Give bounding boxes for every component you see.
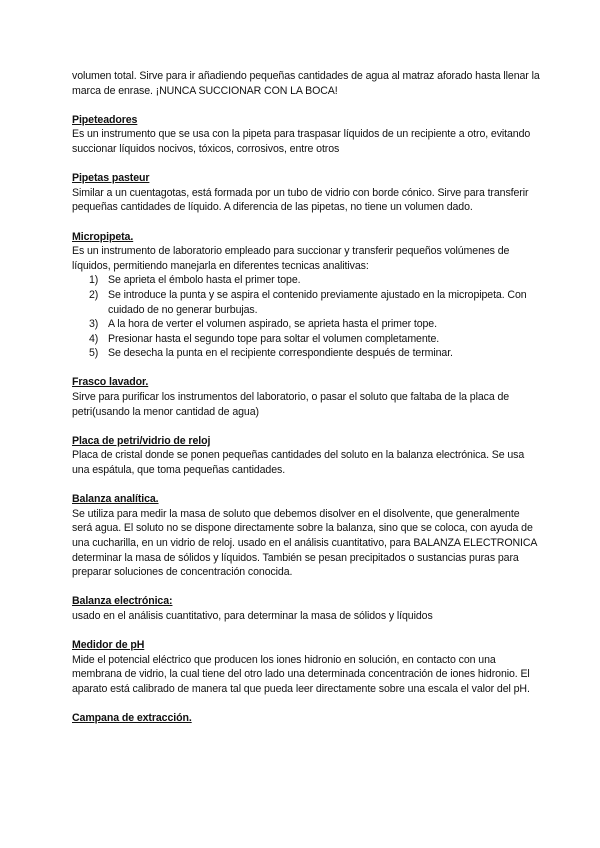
list-item-number: 5) [89,347,99,360]
section-heading: Campana de extracción. [72,712,192,725]
section-heading: Frasco lavador. [72,376,149,389]
list-item-number: 1) [89,274,99,287]
section-body: Placa de cristal donde se ponen pequeñas cantidades del soluto en la balanza electrónica. Se usa una espátula, que toma pequeñas cantidades. [72,449,525,477]
list-item [72,317,540,332]
list-item-text: Se introduce la punta y se aspira el contenido previamente ajustado en la micropipeta. Con cuidado de no generar burbujas. [108,288,527,316]
list-item-number: 3) [89,318,99,331]
section-body: Se utiliza para medir la masa de soluto que debemos disolver en el disolvente, que generalmente será agua. El soluto no se dispone directamente sobre la balanza, sino que se coloca, con ayuda de una cucharilla, en un vidrio de reloj. usado en el análisis cuantitativo, para BALANZA ELECTRONICA determinar la masa de sólidos y líquidos. También se pesan precipitados o sustancias puras para preparar soluciones de concentración conocida. [72,507,537,579]
list-item [72,273,540,288]
section-heading: Medidor de pH [72,639,145,652]
intro-paragraph: volumen total. Sirve para ir añadiendo pequeñas cantidades de agua al matraz aforado hasta llenar la marca de enrase. ¡NUNCA SUCCIONAR CON LA BOCA! [72,70,540,97]
section-pipeteadores [72,113,540,157]
list-item [72,346,540,361]
section-body: Es un instrumento de laboratorio empleado para succionar y transferir pequeños volúmenes de líquidos, permitiendo manejarla en diferentes tecnicas analitivas: [72,245,510,272]
list-item-text: A la hora de verter el volumen aspirado, se aprieta hasta el primer tope. [108,318,437,331]
list-item [72,288,540,317]
section-heading: Balanza electrónica: [72,595,173,608]
section-heading: Balanza analítica. [72,493,159,506]
section-heading: Micropipeta. [72,230,134,243]
section-body: usado en el análisis cuantitativo, para determinar la masa de sólidos y líquidos [72,609,433,622]
section-placa-de-petri [72,434,540,478]
section-micropipeta [72,230,540,361]
section-heading: Pipetas pasteur [72,172,150,185]
section-frasco-lavador [72,375,540,419]
list-item-number: 2) [89,288,99,301]
list-item-text: Presionar hasta el segundo tope para soltar el volumen completamente. [108,332,440,345]
section-heading: Placa de petri/vidrio de reloj [72,434,211,447]
list-item-number: 4) [89,332,99,345]
section-body: Mide el potencial eléctrico que producen los iones hidronio en solución, en contacto con una membrana de vidrio, la cual tiene del otro lado una determinada concentración de iones hidronio. El aparato está calibrado de manera tal que pueda leer directamente sobre una escala el valor del pH. [72,653,530,695]
section-body: Es un instrumento que se usa con la pipeta para traspasar líquidos de un recipiente a otro, evitando succionar líquidos nocivos, tóxicos, corrosivos, entre otros [72,128,531,155]
section-balanza-electronica [72,594,540,623]
section-medidor-de-ph [72,638,540,696]
list-item-text: Se aprieta el émbolo hasta el primer tope. [108,274,301,287]
section-campana-de-extraccion [72,711,540,726]
list-item-text: Se desecha la punta en el recipiente correspondiente después de terminar. [108,347,453,360]
micropipeta-steps-list [72,273,540,361]
section-balanza-analitica [72,492,540,580]
section-body: Sirve para purificar los instrumentos del laboratorio, o pasar el soluto que faltaba de la placa de petri(usando la menor cantidad de agua) [72,391,510,418]
section-body: Similar a un cuentagotas, está formada por un tubo de vidrio con borde cónico. Sirve para transferir pequeñas cantidades de líquido. A diferencia de las pipetas, no tiene un volumen dado. [72,186,529,214]
section-pipetas-pasteur [72,171,540,215]
section-heading: Pipeteadores [72,113,138,126]
list-item [72,332,540,347]
